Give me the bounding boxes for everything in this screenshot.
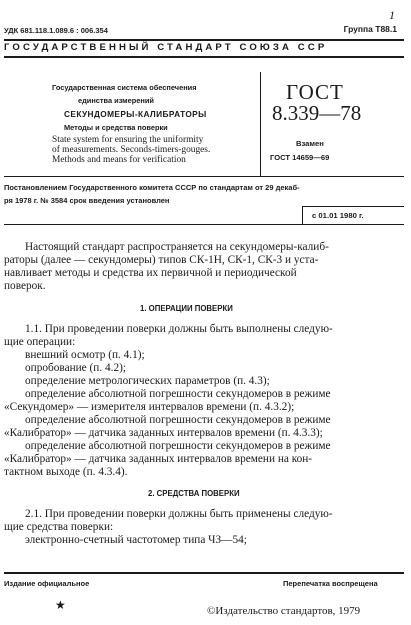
section-2-line-1: 2.1. При проведении поверки должны быть применены следую-	[25, 508, 333, 520]
intro-line-4: поверок.	[4, 280, 46, 292]
english-title-line-1: State system for ensuring the uniformity	[52, 135, 204, 145]
document-subtitle: Методы и средства поверки	[64, 123, 168, 132]
group-code: Группа Т88.1	[343, 24, 397, 34]
header-rule-bottom	[4, 56, 404, 58]
section-1-line-2: щие операции:	[4, 336, 76, 348]
date-bracket-top	[302, 206, 404, 207]
title-divider	[260, 72, 261, 176]
decree-line-2: ря 1978 г. № 3584 срок введения установлен	[4, 196, 170, 205]
edition-note: Издание официальное	[4, 579, 90, 588]
section-2-line-3: электронно-счетный частотомер типа ЧЗ—54;	[25, 534, 247, 546]
english-title-line-2: of measurements. Seconds-timers-gouges.	[52, 145, 211, 155]
gosstandard-banner: ГОСУДАРСТВЕННЫЙ СТАНДАРТ СОЮЗА ССР	[4, 42, 328, 53]
section-1-line-8: определение абсолютной погрешности секундомеров в режиме	[25, 414, 331, 426]
decree-rule-bottom	[4, 224, 404, 225]
document-title: СЕКУНДОМЕРЫ-КАЛИБРАТОРЫ	[64, 109, 207, 119]
header-rule-top	[4, 39, 404, 41]
section-1-title: 1. ОПЕРАЦИИ ПОВЕРКИ	[140, 304, 233, 313]
intro-line-2: раторы (далее — секундомеры) типов СК-1Н, СК-1, СК-3 и уста-	[4, 254, 319, 266]
section-2-title: 2. СРЕДСТВА ПОВЕРКИ	[148, 489, 240, 498]
udk-code: УДК 681.118.1.089.6 : 006.354	[4, 26, 108, 35]
section-1-line-7: «Секундомер» — измерителя интервалов времени (п. 4.3.2);	[4, 401, 295, 413]
copyright: ©Издательство стандартов, 1979	[207, 605, 361, 617]
section-1-line-1: 1.1. При проведении поверки должны быть выполнены следую-	[25, 323, 333, 335]
effective-date: с 01.01 1980 г.	[312, 211, 364, 220]
section-1-line-10: определение абсолютной погрешности секундомеров в режиме	[25, 440, 331, 452]
star-icon: ★	[55, 598, 66, 612]
section-2-line-2: щие средства поверки:	[4, 521, 114, 533]
gost-label: ГОСТ	[286, 80, 344, 104]
section-1-line-5: определение метрологических параметров (п. 4.3);	[25, 375, 270, 387]
system-line-1: Государственная система обеспечения	[52, 83, 197, 92]
section-1-line-6: определение абсолютной погрешности секундомеров в режиме	[25, 388, 331, 400]
date-bracket-left	[302, 206, 303, 224]
decree-rule-top	[4, 176, 404, 177]
system-line-2: единства измерений	[78, 96, 154, 105]
decree-line-1: Постановлением Государственного комитета СССР по стандартам от 29 декаб-	[4, 183, 300, 192]
page-mark: 1	[389, 8, 395, 22]
reproduction-note: Перепечатка воспрещена	[283, 579, 378, 588]
english-title-line-3: Methods and means for verification	[52, 155, 186, 165]
replaces-label: Взамен	[296, 139, 324, 148]
section-1-line-11: «Калибратор» — датчика заданных интервалов времени на кон-	[4, 453, 313, 465]
section-1-line-3: внешний осмотр (п. 4.1);	[25, 349, 145, 361]
section-1-line-4: опробование (п. 4.2);	[25, 362, 126, 374]
section-1-line-9: «Калибратор» — датчика заданных интервалов времени (п. 4.3.3);	[4, 427, 323, 439]
replaces-value: ГОСТ 14659—69	[270, 153, 330, 162]
footer-rule	[4, 572, 404, 574]
intro-line-1: Настоящий стандарт распространяется на секундомеры-калиб-	[25, 241, 329, 253]
gost-number: 8.339—78	[272, 101, 362, 125]
intro-line-3: навливает методы и средства их первичной и периодической	[4, 267, 297, 279]
section-1-line-12: тактном выходе (п. 4.3.4).	[4, 466, 128, 478]
